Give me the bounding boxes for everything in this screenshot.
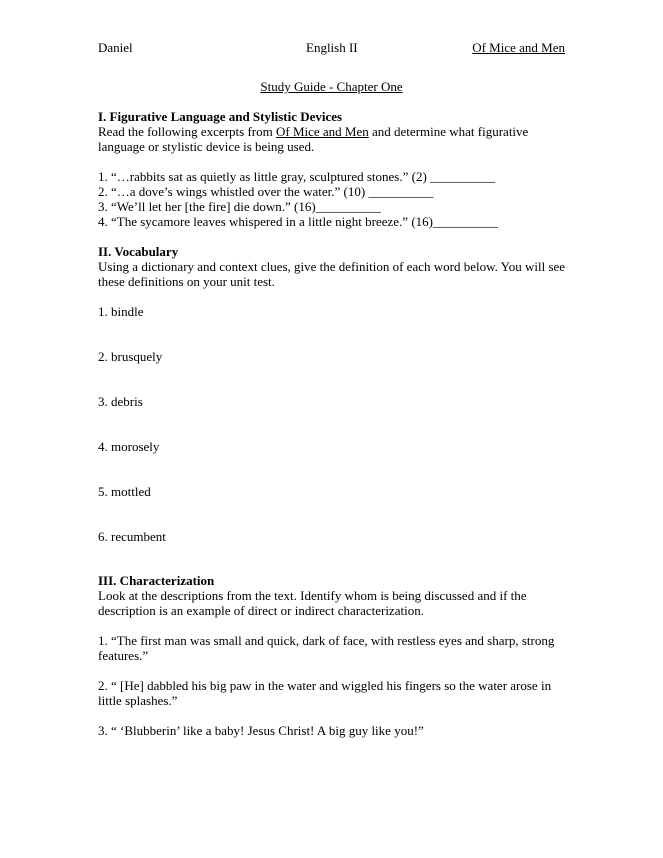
section2-intro-line2: these definitions on your unit test. <box>98 274 275 289</box>
page-title: Study Guide - Chapter One <box>260 79 403 94</box>
header-name: Daniel <box>98 40 133 55</box>
characterization-q2-line2: little splashes.” <box>98 693 178 708</box>
header-book-title: Of Mice and Men <box>472 40 565 55</box>
section-heading-characterization: III. Characterization <box>98 573 215 588</box>
vocab-word-4: 4. morosely <box>98 439 160 454</box>
vocab-word-6: 6. recumbent <box>98 529 166 544</box>
section3-intro-line2: description is an example of direct or indirect characterization. <box>98 603 424 618</box>
excerpt-item-2: 2. “…a dove’s wings whistled over the water.” (10) __________ <box>98 184 434 199</box>
section3-intro-line1: Look at the descriptions from the text. Identify whom is being discussed and if the <box>98 588 527 603</box>
excerpt-item-4: 4. “The sycamore leaves whispered in a little night breeze.” (16)__________ <box>98 214 498 229</box>
excerpt-item-1: 1. “…rabbits sat as quietly as little gray, sculptured stones.” (2) __________ <box>98 169 496 184</box>
vocab-word-3: 3. debris <box>98 394 143 409</box>
section1-intro-line1: Read the following excerpts from Of Mice and Men and determine what figurative <box>98 124 529 139</box>
characterization-q1-line1: 1. “The first man was small and quick, dark of face, with restless eyes and sharp, strong <box>98 633 555 648</box>
characterization-q2-line1: 2. “ [He] dabbled his big paw in the water and wiggled his fingers so the water arose in <box>98 678 552 693</box>
section2-intro-line1: Using a dictionary and context clues, give the definition of each word below. You will see <box>98 259 566 274</box>
vocab-word-1: 1. bindle <box>98 304 144 319</box>
section1-intro-line2: language or stylistic device is being used. <box>98 139 315 154</box>
book-title-inline: Of Mice and Men <box>275 124 369 139</box>
header-course: English II <box>306 40 358 55</box>
vocab-word-2: 2. brusquely <box>98 349 163 364</box>
characterization-q1-line2: features.” <box>98 648 149 663</box>
vocab-word-5: 5. mottled <box>98 484 151 499</box>
section-heading-vocabulary: II. Vocabulary <box>98 244 179 259</box>
characterization-q3: 3. “ ‘Blubberin’ like a baby! Jesus Christ! A big guy like you!” <box>98 723 424 738</box>
section-heading-figurative-language: I. Figurative Language and Stylistic Devices <box>98 109 343 124</box>
excerpt-item-3: 3. “We’ll let her [the fire] die down.” (16)__________ <box>98 199 381 214</box>
